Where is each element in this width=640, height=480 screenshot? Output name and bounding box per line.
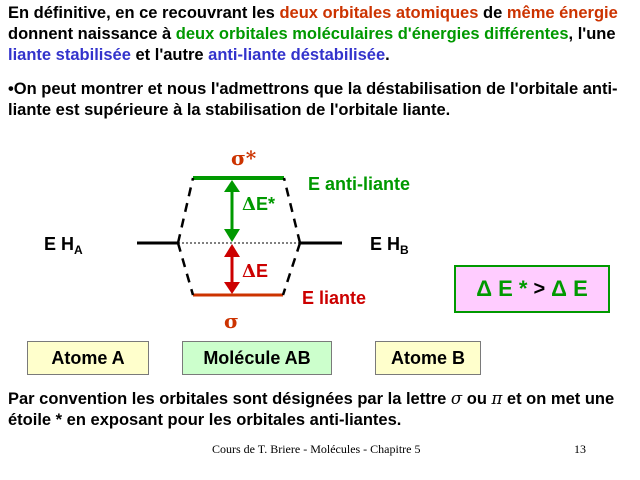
inequality-operator: >	[533, 277, 546, 300]
correlation-a-bonding	[178, 243, 193, 295]
delta-symbol: Δ	[242, 194, 256, 215]
atome-a-box: Atome A	[27, 341, 149, 375]
e-liante-label: E liante	[302, 288, 367, 308]
e-hb-sub: B	[400, 243, 409, 257]
footer-course: Cours de T. Briere - Molécules - Chapitre 5	[212, 442, 421, 456]
intro-highlight-liante: liante stabilisée	[8, 46, 131, 64]
e-ha-label	[44, 234, 83, 257]
e-ha-main: E H	[44, 234, 75, 254]
sigma-star-label: σ*	[231, 146, 257, 170]
sigma-label: σ	[224, 309, 239, 333]
delta-e-arrow-head-up	[224, 244, 240, 257]
intro-text: En définitive, en ce recouvrant les	[8, 4, 280, 22]
intro-highlight-atomic: deux orbitales atomiques	[279, 4, 479, 22]
molecule-ab-box: Molécule AB	[182, 341, 332, 375]
intro-text: , l'une	[568, 25, 616, 43]
convention-pi: π	[491, 389, 503, 408]
delta-e-star-arrow-head-down	[224, 229, 240, 242]
convention-text: ou	[462, 390, 492, 408]
bullet-text: On peut montrer et nous l'admettrons que la déstabilisation de l'orbitale anti-liante est supérieure à la stabilisation de l'orbitale liante.	[8, 80, 618, 119]
delta-symbol: Δ	[242, 261, 256, 282]
delta-e-label	[242, 261, 268, 282]
correlation-b-antibonding	[284, 178, 300, 243]
intro-highlight-antiliante: anti-liante déstabilisée	[208, 46, 386, 64]
atome-b-box: Atome B	[375, 341, 481, 375]
e-antiliante-label: E anti-liante	[308, 174, 411, 194]
intro-text: donnent naissance à	[8, 25, 176, 43]
bullet-mark: •	[8, 80, 14, 98]
intro-text: et l'autre	[130, 46, 209, 64]
delta-e-arrow-head-down	[224, 282, 240, 294]
e-hb-label	[370, 234, 409, 257]
delta-e-star-label	[242, 194, 275, 215]
inequality-right: Δ E	[551, 276, 588, 301]
convention-text: Par convention les orbitales sont désignées par la lettre	[8, 390, 451, 408]
intro-highlight-energy: même énergie	[506, 4, 618, 22]
correlation-b-bonding	[283, 243, 300, 295]
convention-paragraph	[8, 388, 628, 431]
e-hb-main: E H	[370, 234, 401, 254]
inequality-box	[454, 265, 610, 313]
intro-highlight-molecular: deux orbitales moléculaires d'énergies différentes	[175, 25, 569, 43]
inequality-left: Δ E *	[476, 276, 528, 301]
intro-text: .	[385, 46, 390, 64]
delta-e-star-text: E*	[255, 194, 275, 214]
e-ha-sub: A	[74, 243, 83, 257]
delta-e-star-arrow-head-up	[224, 180, 240, 192]
convention-sigma: σ	[450, 389, 463, 408]
delta-e-text: E	[255, 261, 268, 281]
intro-text: de	[478, 4, 507, 22]
convention-text: et on met une étoile * en exposant pour les orbitales anti-liantes.	[8, 390, 615, 429]
footer-page-number: 13	[574, 442, 586, 456]
correlation-a-antibonding	[178, 178, 193, 243]
